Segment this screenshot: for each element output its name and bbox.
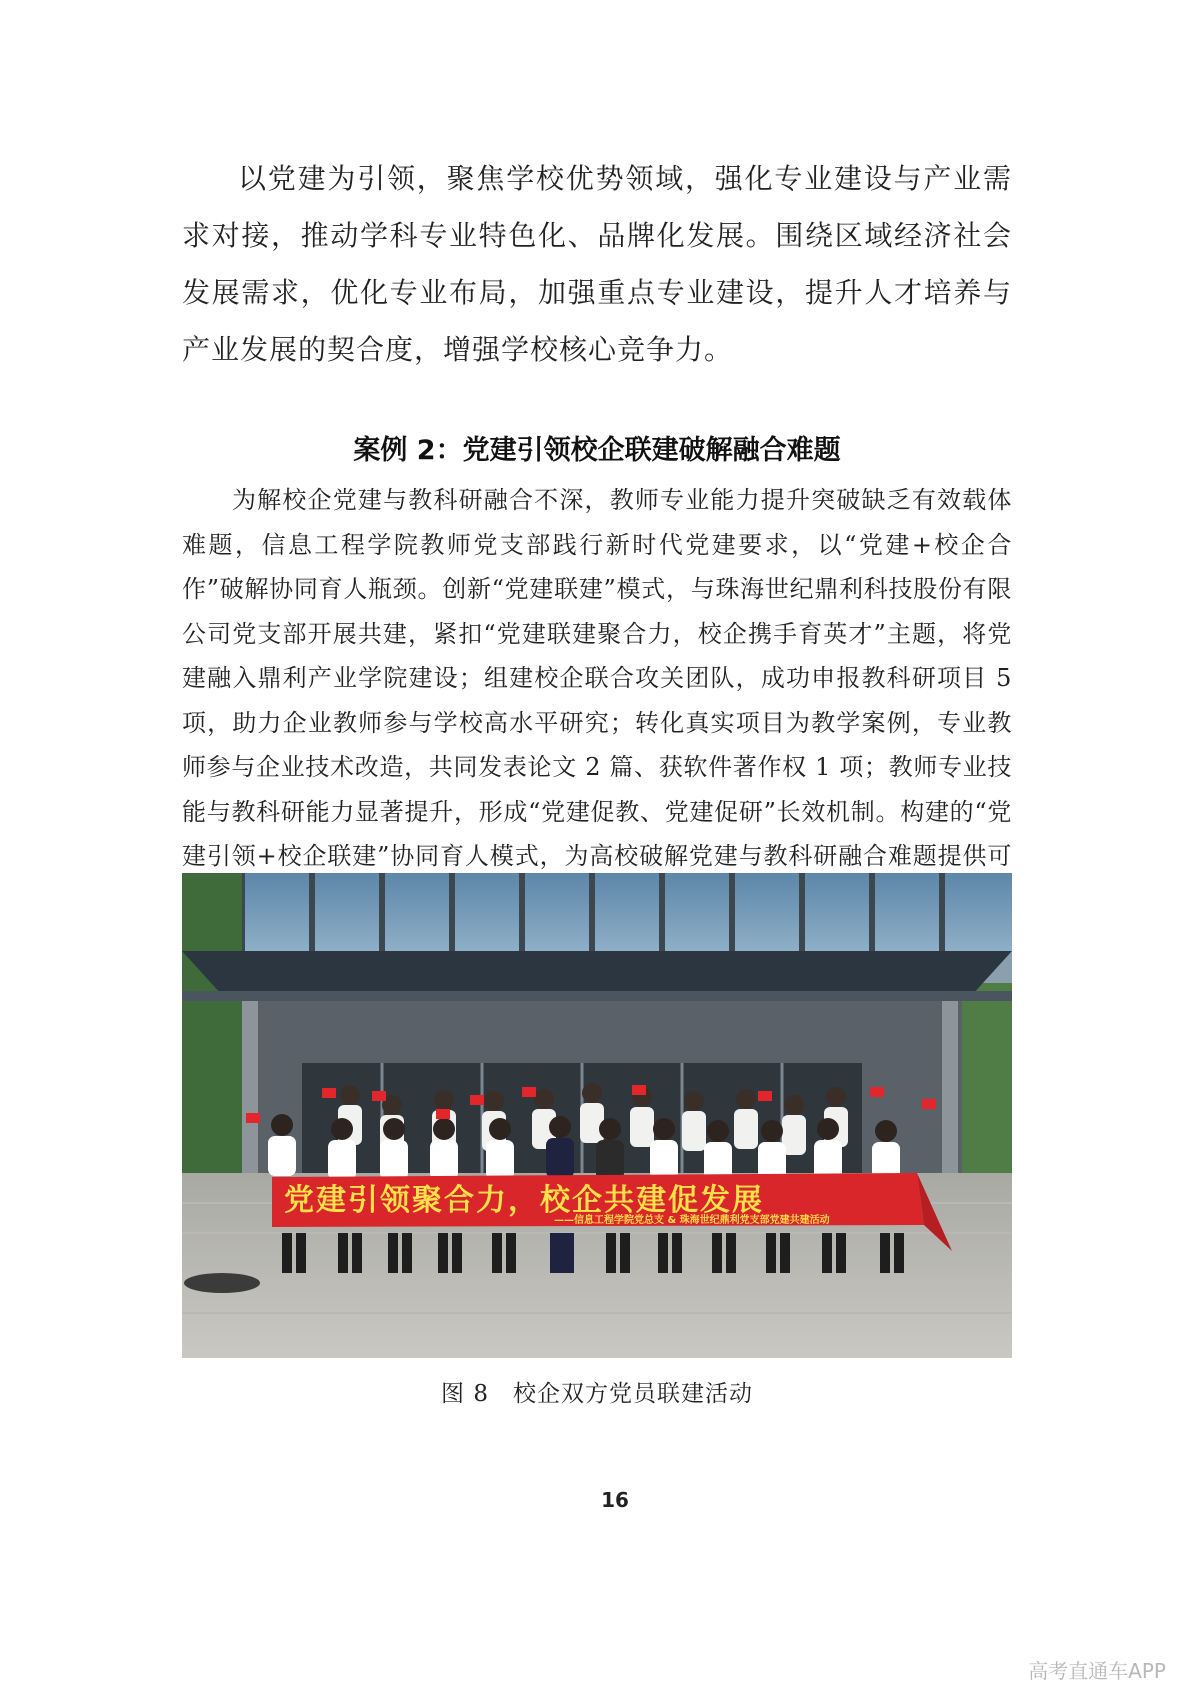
watermark: 高考直通车APP bbox=[1028, 1659, 1166, 1683]
case-title: 案例 2：党建引领校企联建破解融合难题 bbox=[353, 435, 841, 466]
banner-sub-text: ——信息工程学院党总支 & 珠海世纪鼎利党支部党建共建活动 bbox=[554, 1215, 830, 1226]
banner-main-text: 党建引领聚合力，校企共建促发展 bbox=[284, 1183, 764, 1218]
group-photo bbox=[182, 873, 1012, 1358]
figure-caption: 图 8 校企双方党员联建活动 bbox=[441, 1381, 753, 1407]
page-number: 16 bbox=[601, 1488, 629, 1512]
group-photo-illustration bbox=[182, 873, 1012, 1358]
case-paragraph: 为解校企党建与教科研融合不深，教师专业能力提升突破缺乏有效载体难题，信息工程学院教师党支部践行新时代党建要求，以“党建+校企合作”破解协同育人瓶颈。创新“党建联建”模式，与珠海世纪鼎利科技股份有限公司党支部开展共建，紧扣“党建联建聚合力，校企携手育英才”主题，将党建融入鼎利产业学院建设；组建校企联合攻关团队，成功申报教科研项目 5 项，助力企业教师参与学校高水平研究；转化真实项目为教学案例，专业教师参与企业技术改造，共同发表论文 2 篇、获软件著作权 1 项；教师专业技能与教科研能力显著提升，形成“党建促教、党建促研”长效机制。构建的“党建引领+校企联建”协同育人模式，为高校破解党建与教科研融合难题提供可 bbox=[182, 486, 1012, 870]
intro-paragraph: 以党建为引领，聚焦学校优势领域，强化专业建设与产业需求对接，推动学科专业特色化、品牌化发展。围绕区域经济社会发展需求，优化专业布局，加强重点专业建设，提升人才培养与产业发展的契合度，增强学校核心竞争力。 bbox=[182, 162, 1012, 366]
